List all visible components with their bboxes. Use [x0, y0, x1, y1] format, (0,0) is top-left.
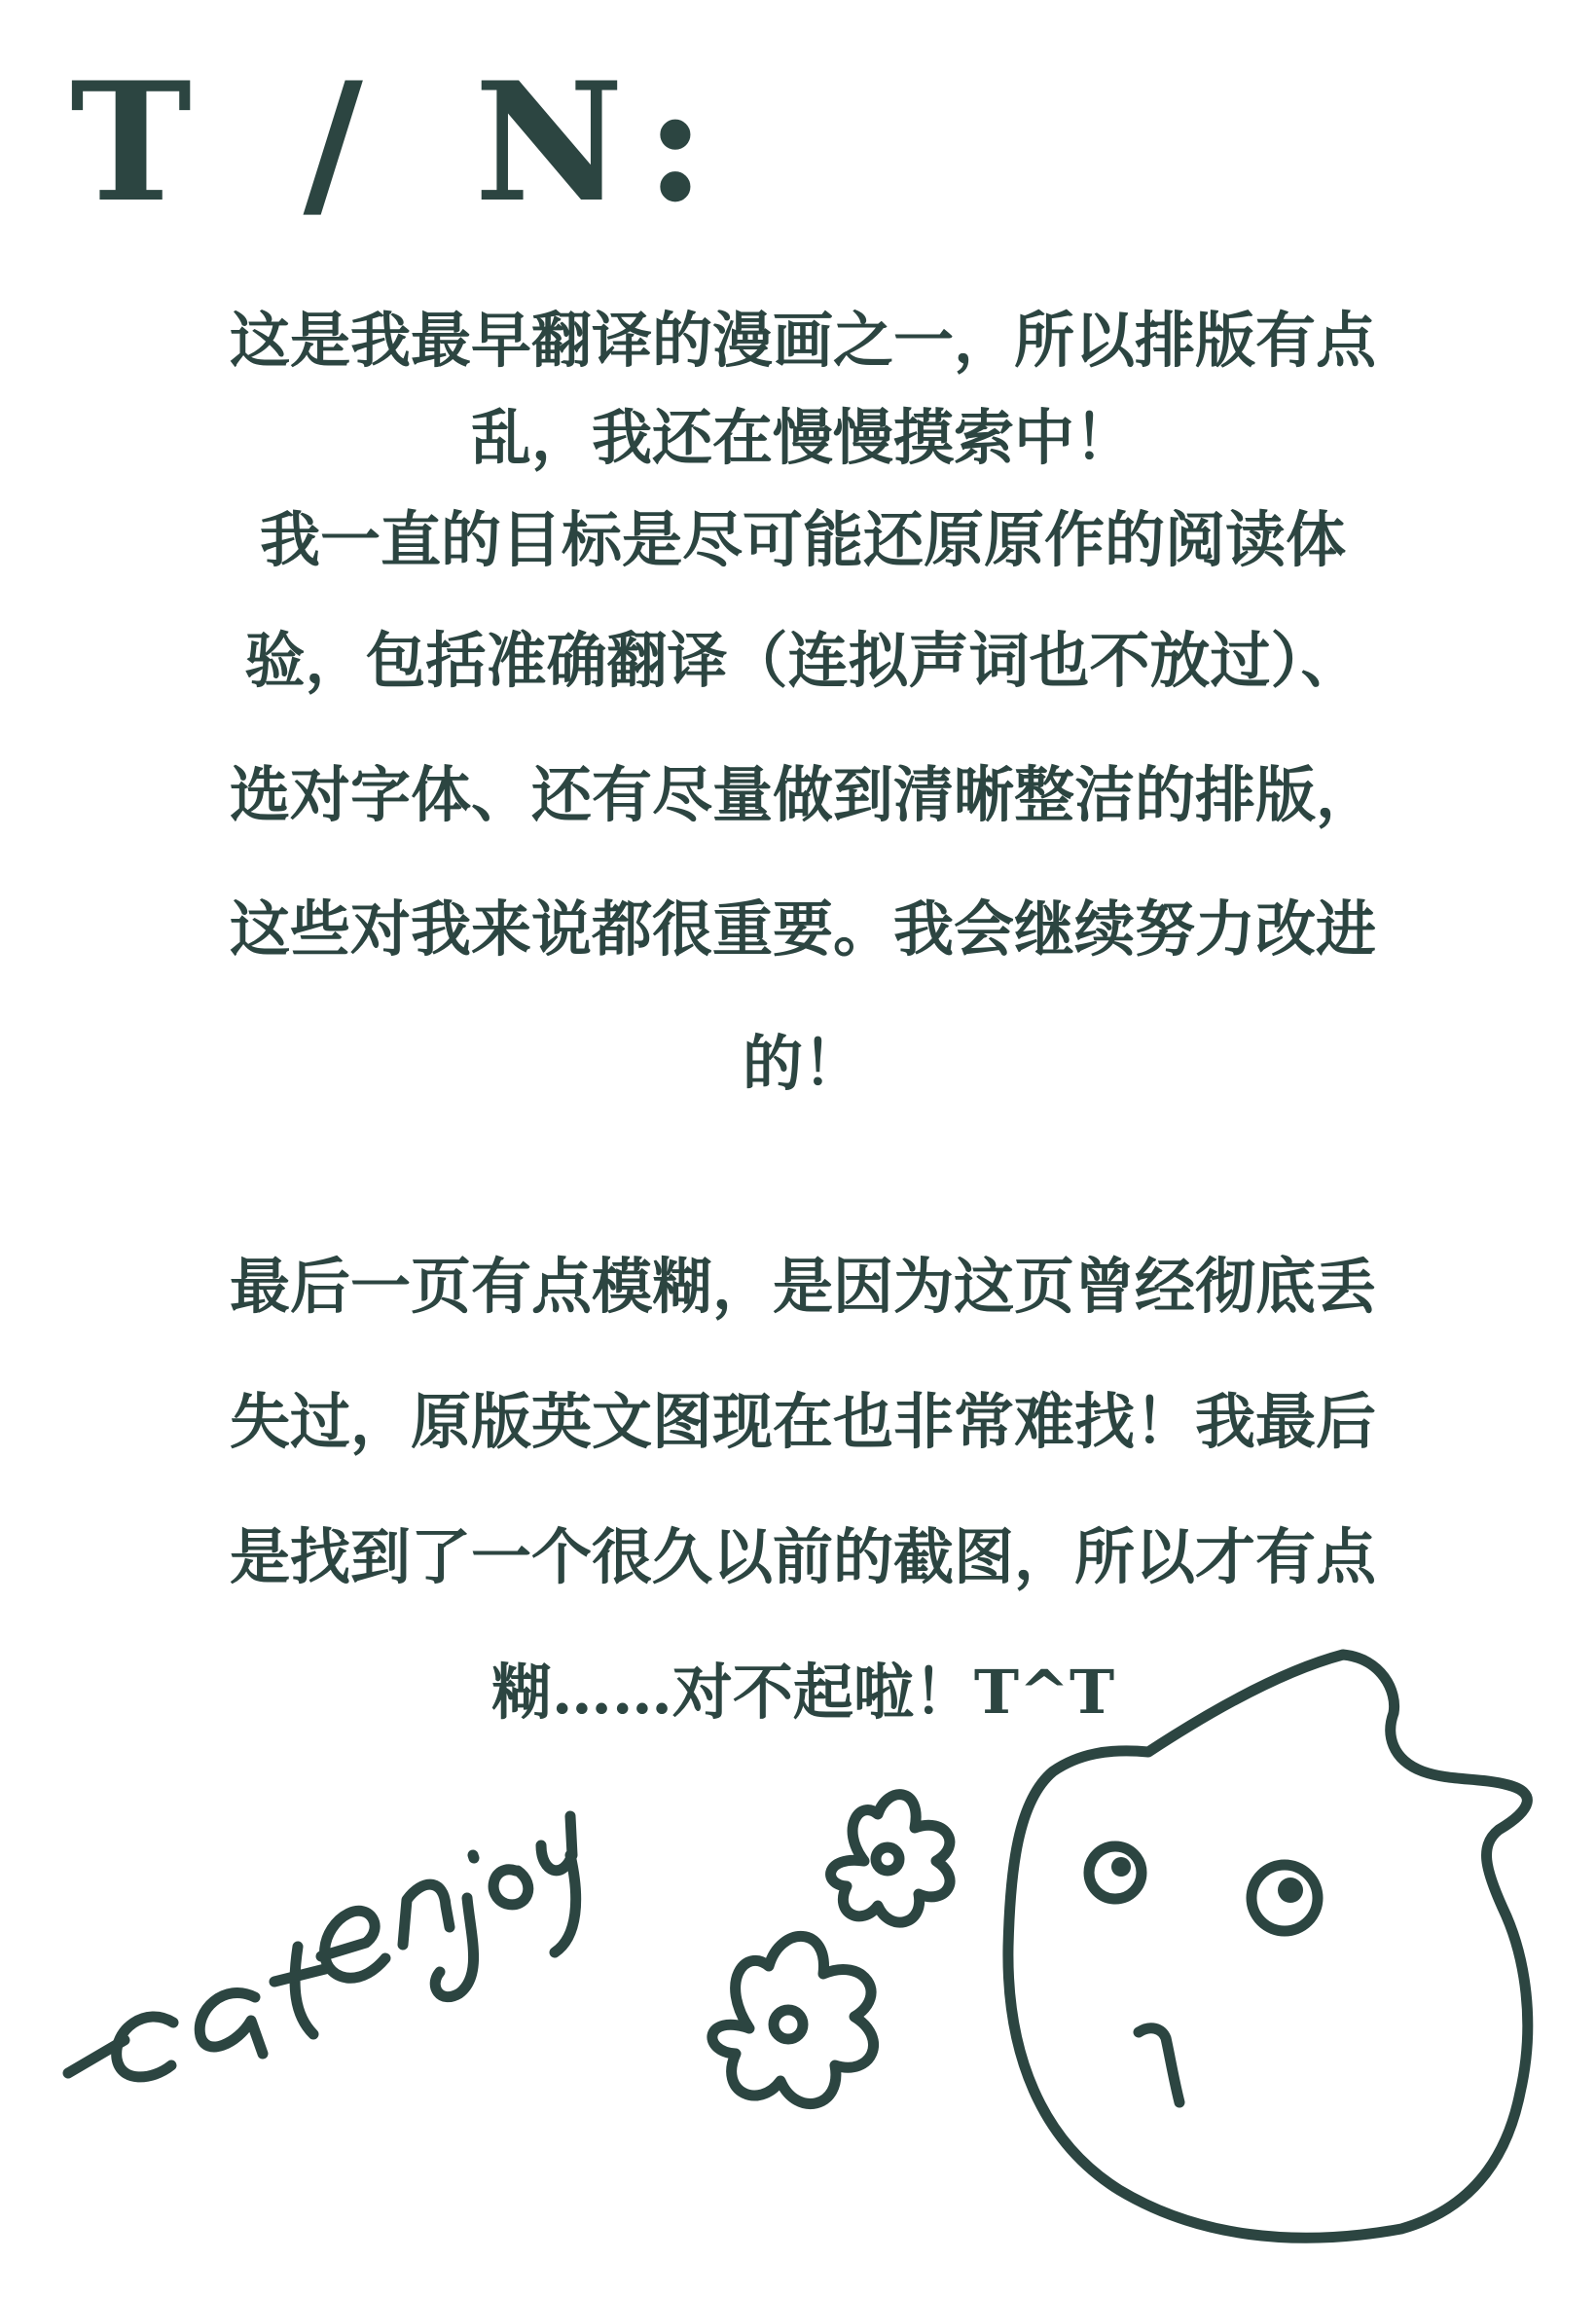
note-line: 糊……对不起啦！T^T: [490, 1657, 1115, 1728]
note-line: 的！: [742, 1028, 863, 1099]
note-line: 这些对我来说都很重要。我会继续努力改进: [229, 893, 1376, 965]
note-line: 乱，我还在慢慢摸索中！: [470, 402, 1135, 473]
cat-face-icon: [1008, 1655, 1528, 2238]
note-line: 验，包括准确翻译（连拟声词也不放过）、: [244, 625, 1361, 696]
signature-handwritten: [68, 1816, 576, 2077]
note-line: 选对字体、还有尽量做到清晰整洁的排版，: [229, 759, 1376, 830]
note-line: 失过，原版英文图现在也非常难找！我最后: [229, 1386, 1376, 1457]
flower-icon: [712, 1936, 874, 2103]
flower-icon: [831, 1795, 950, 1922]
note-line: 我一直的目标是尽可能还原原作的阅读体: [259, 504, 1346, 575]
note-line: 是找到了一个很久以前的截图，所以才有点: [229, 1521, 1376, 1592]
note-line: 这是我最早翻译的漫画之一，所以排版有点: [229, 305, 1376, 376]
note-heading: T / N:: [70, 46, 733, 238]
note-line: 最后一页有点模糊，是因为这页曾经彻底丢: [229, 1251, 1376, 1322]
